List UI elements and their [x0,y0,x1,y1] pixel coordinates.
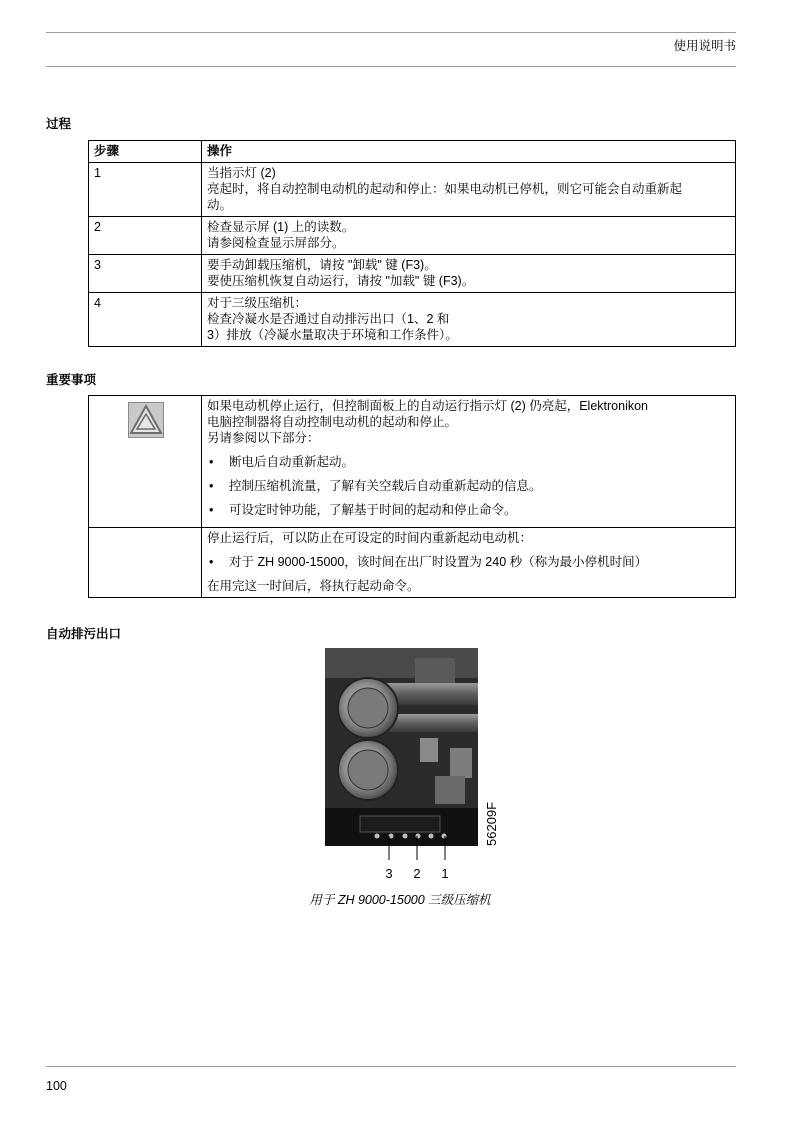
procedure-heading: 过程 [46,117,72,131]
figure-code: 56209F [484,801,499,846]
important-heading: 重要事项 [46,373,97,387]
action-line: 要手动卸载压缩机，请按 "卸载" 键 (F3)。 [207,258,437,272]
action-line: 亮起时，将自动控制电动机的起动和停止：如果电动机已停机，则它可能会自动重新起 [207,182,683,196]
step-number: 1 [89,163,202,217]
warning-triangle-icon [128,402,164,438]
page-number: 100 [46,1079,67,1093]
table-header-row [89,141,736,163]
note-line: 另请参阅以下部分： [207,431,320,445]
action-line: 检查显示屏 (1) 上的读数。 [207,220,355,234]
header-rule-bottom [46,66,736,67]
note-line: 电脑控制器将自动控制电动机的起动和停止。 [207,415,458,429]
note-line: 在用完这一时间后，将执行起动命令。 [207,579,420,593]
table-row [89,528,736,598]
list-item: • 对于 ZH 9000-15000，该时间在出厂时设置为 240 秒（称为最小停机时间） [209,555,648,569]
list-item: • 可设定时钟功能，了解基于时间的起动和停止命令。 [209,503,517,517]
table-row [89,163,736,217]
important-table [88,395,736,598]
action-line: 当指示灯 (2) [207,166,276,180]
step-action [202,217,736,255]
step-action [202,293,736,347]
important-block-1 [202,396,736,528]
note-line: 停止运行后，可以防止在可设定的时间内重新起动电动机： [207,531,533,545]
step-number: 4 [89,293,202,347]
list-item: • 控制压缩机流量，了解有关空载后自动重新起动的信息。 [209,479,542,493]
step-number: 2 [89,217,202,255]
callout-label-2: 2 [413,866,421,881]
callout-lines [380,836,460,886]
action-line: 请参阅检查显示屏部分。 [207,236,345,250]
table-row [89,255,736,293]
important-block-2 [202,528,736,598]
header-rule-top [46,32,736,33]
step-number: 3 [89,255,202,293]
figure-caption: 用于 ZH 9000-15000 三级压缩机 [309,893,491,907]
table-row [89,396,736,528]
note-line: 如果电动机停止运行，但控制面板上的自动运行指示灯 (2) 仍亮起，Elektronikon [207,399,649,413]
compressor-drain-photo [320,648,510,848]
list-item: • 断电后自动重新起动。 [209,455,355,469]
drain-heading: 自动排污出口 [46,627,122,641]
table-row [89,217,736,255]
callout-label-1: 1 [441,866,449,881]
callout-label-3: 3 [385,866,393,881]
column-header-step: 步骤 [89,141,202,163]
warning-cell [89,396,202,528]
action-line: 检查冷凝水是否通过自动排污出口（1、2 和 [207,312,450,326]
empty-cell [89,528,202,598]
step-action [202,255,736,293]
table-row [89,293,736,347]
action-line: 对于三级压缩机： [207,296,308,310]
action-line: 3）排放（冷凝水量取决于环境和工作条件）。 [207,328,458,342]
column-header-action: 操作 [202,141,736,163]
footer-rule [46,1066,736,1067]
action-line: 动。 [207,198,233,212]
procedure-table [88,140,736,347]
step-action [202,163,736,217]
document-title: 使用说明书 [673,39,736,53]
action-line: 要使压缩机恢复自动运行，请按 "加载" 键 (F3)。 [207,274,475,288]
